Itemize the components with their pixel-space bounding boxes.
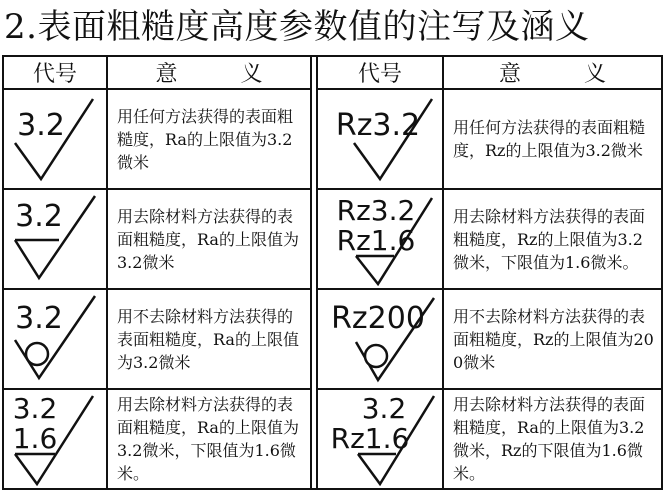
symbol-value: 3.2 (15, 301, 63, 336)
symbol-cell (3, 189, 107, 289)
table-row (3, 289, 662, 389)
roughness-symbol-no-removal-icon (320, 292, 440, 386)
symbol-value: Rz1.6 (330, 422, 410, 455)
table-row (3, 189, 662, 289)
roughness-symbol-material-removal-icon (7, 192, 103, 286)
symbol-value: Rz1.6 (336, 224, 416, 257)
symbol-value: 3.2 (17, 108, 65, 143)
meaning-cell: 用去除材料方法获得的表面粗糙度，Rz的上限值为3.2微米，下限值为1.6微米。 (443, 189, 662, 289)
page-title: 2.表面粗糙度高度参数值的注写及涵义 (4, 7, 590, 47)
symbol-cell (317, 89, 443, 189)
header-meaning-left: 意 义 (107, 56, 311, 89)
symbol-cell (317, 289, 443, 389)
symbol-value: 3.2 (361, 392, 407, 425)
roughness-table (2, 55, 663, 490)
meaning-cell: 用不去除材料方法获得的表面粗糙度，Ra的上限值为3.2微米 (107, 289, 311, 389)
symbol-cell (3, 89, 107, 189)
symbol-value: Rz200 (331, 301, 425, 336)
roughness-symbol-material-removal-icon (320, 392, 440, 486)
symbol-cell (3, 289, 107, 389)
symbol-value: Rz3.2 (336, 194, 416, 227)
roughness-symbol-material-removal-icon (320, 192, 440, 286)
symbol-cell (3, 389, 107, 489)
table-row (3, 89, 662, 189)
symbol-cell (317, 389, 443, 489)
roughness-symbol-no-removal-icon (7, 292, 103, 386)
table-row (3, 389, 662, 489)
meaning-cell: 用任何方法获得的表面粗糙度，Ra的上限值为3.2微米 (107, 89, 311, 189)
meaning-cell: 用去除材料方法获得的表面粗糙度，Ra的上限值为3.2微米，Rz的下限值为1.6微米。 (443, 389, 662, 489)
symbol-cell (317, 189, 443, 289)
header-code-left: 代号 (3, 56, 107, 89)
symbol-value: Rz3.2 (335, 108, 421, 143)
meaning-cell: 用任何方法获得的表面粗糙度，Rz的上限值为3.2微米 (443, 89, 662, 189)
symbol-value: 3.2 (12, 392, 58, 425)
roughness-symbol-any-method-icon (7, 93, 103, 185)
roughness-symbol-any-method-icon (320, 93, 440, 185)
symbol-value: 1.6 (12, 422, 58, 455)
header-row (3, 56, 662, 89)
symbol-value: 3.2 (15, 199, 63, 234)
meaning-cell: 用去除材料方法获得的表面粗糙度，Ra的上限值为3.2微米 (107, 189, 311, 289)
meaning-cell: 用不去除材料方法获得的表面粗糙度，Rz的上限值为200微米 (443, 289, 662, 389)
header-meaning-right: 意 义 (443, 56, 662, 89)
header-code-right: 代号 (317, 56, 443, 89)
roughness-symbol-material-removal-icon (7, 392, 103, 486)
meaning-cell: 用去除材料方法获得的表面粗糙度，Ra的上限值为3.2微米，下限值为1.6微米。 (107, 389, 311, 489)
